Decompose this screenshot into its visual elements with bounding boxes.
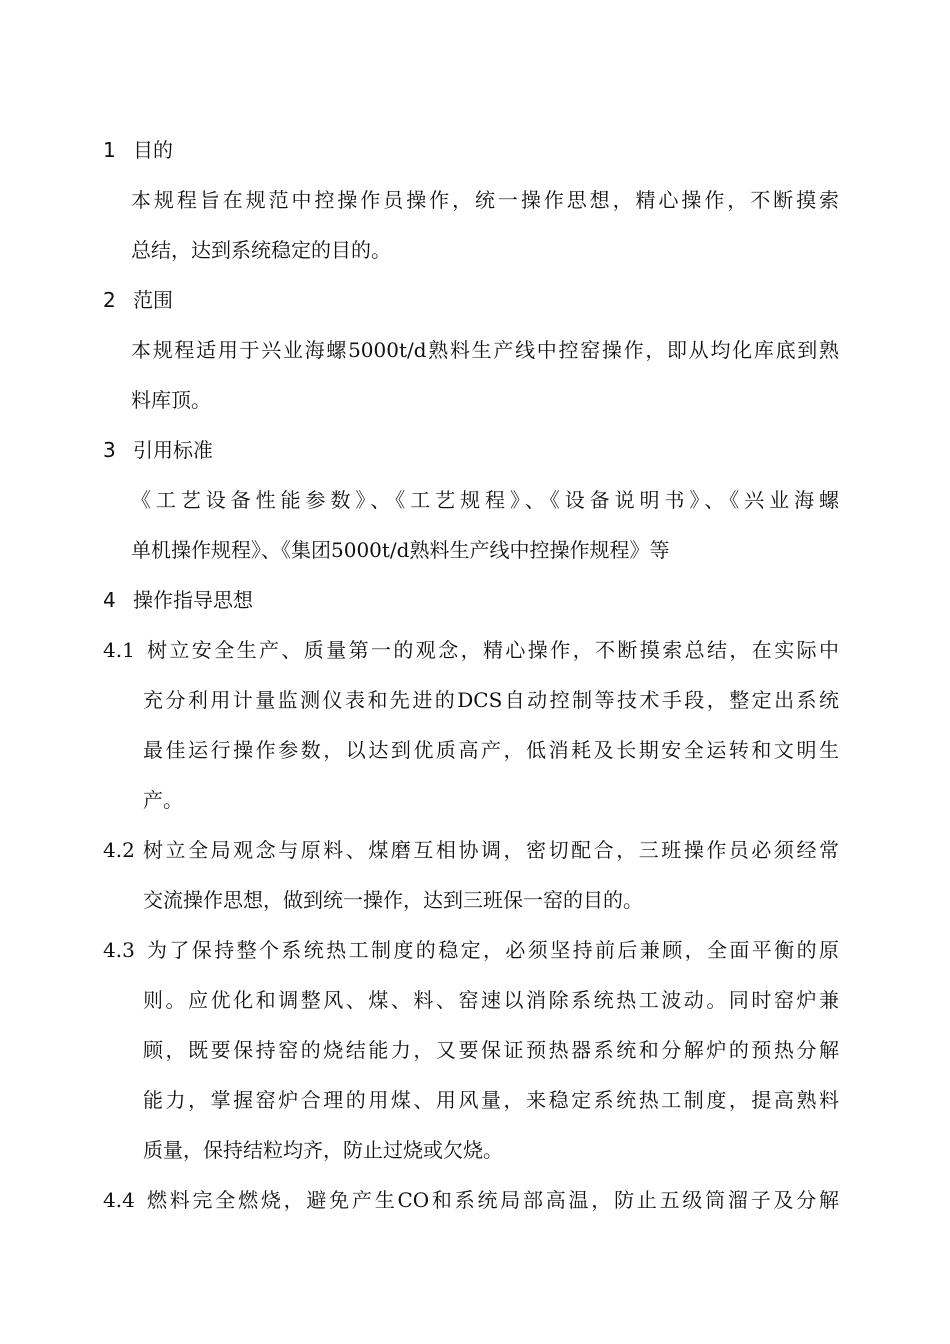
paragraph-line: 单机操作规程》、《集团5000t/d熟料生产线中控操作规程》等	[131, 538, 670, 562]
paragraph-line: 为了保持整个系统热工制度的稳定，必须坚持前后兼顾，全面平衡的原	[147, 938, 839, 962]
paragraph-line: 能力，掌握窑炉合理的用煤、用风量，来稳定系统热工制度，提高熟料	[143, 1088, 839, 1112]
section-heading-2	[103, 287, 173, 313]
paragraph-line: 顾，既要保持窑的烧结能力，又要保证预热器系统和分解炉的预热分解	[143, 1038, 839, 1062]
paragraph-line: 产。	[143, 788, 183, 812]
item-number: 4.1	[103, 638, 135, 662]
section-number: 1	[103, 138, 116, 162]
paragraph-line: 则。应优化和调整风、煤、料、窑速以消除系统热工波动。同时窑炉兼	[143, 988, 839, 1012]
paragraph-line: 最佳运行操作参数，以达到优质高产，低消耗及长期安全运转和文明生	[143, 738, 839, 762]
item-number: 4.2	[103, 838, 135, 862]
section-heading-3	[103, 437, 213, 463]
paragraph-line: 交流操作思想，做到统一操作，达到三班保一窑的目的。	[143, 888, 643, 912]
section-number: 3	[103, 438, 116, 462]
section-heading-1	[103, 137, 173, 163]
list-item-4-2	[103, 837, 839, 863]
paragraph-line: 燃料完全燃烧，避免产生CO和系统局部高温，防止五级筒溜子及分解	[147, 1188, 839, 1212]
list-item-4-1	[103, 637, 839, 663]
item-number: 4.3	[103, 938, 135, 962]
section-title: 引用标准	[133, 438, 213, 462]
section-number: 4	[103, 588, 116, 612]
paragraph-line: 树立安全生产、质量第一的观念，精心操作，不断摸索总结，在实际中	[147, 638, 839, 662]
section-number: 2	[103, 288, 116, 312]
section-title: 操作指导思想	[133, 588, 253, 612]
list-item-4-3	[103, 937, 839, 963]
paragraph-line: 总结，达到系统稳定的目的。	[131, 238, 391, 262]
paragraph-line: 本规程适用于兴业海螺5000t/d熟料生产线中控窑操作，即从均化库底到熟	[131, 338, 839, 362]
paragraph-line: 《工艺设备性能参数》、《工艺规程》、《设备说明书》、《兴业海螺	[131, 488, 839, 512]
section-title: 范围	[133, 288, 173, 312]
paragraph-line: 本规程旨在规范中控操作员操作，统一操作思想，精心操作，不断摸索	[131, 188, 839, 212]
list-item-4-4	[103, 1187, 839, 1213]
paragraph-line: 充分利用计量监测仪表和先进的DCS自动控制等技术手段，整定出系统	[143, 688, 839, 712]
paragraph-line: 质量，保持结粒均齐，防止过烧或欠烧。	[143, 1138, 503, 1162]
paragraph-line: 料库顶。	[131, 388, 211, 412]
item-number: 4.4	[103, 1188, 135, 1212]
section-heading-4	[103, 587, 253, 613]
paragraph-line: 树立全局观念与原料、煤磨互相协调，密切配合，三班操作员必须经常	[143, 838, 839, 862]
section-title: 目的	[133, 138, 173, 162]
